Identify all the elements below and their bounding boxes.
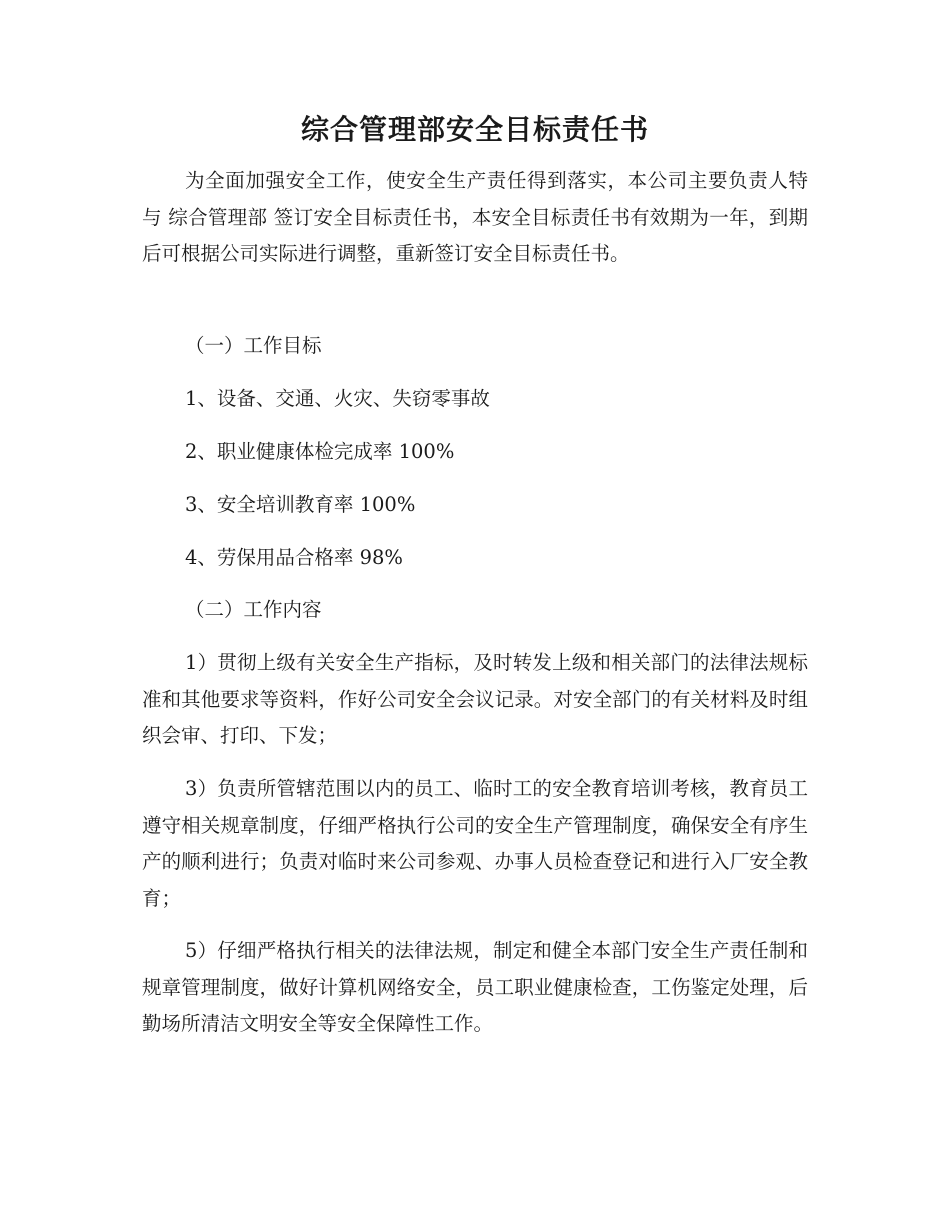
document-title: 综合管理部安全目标责任书 xyxy=(300,113,649,146)
section-heading-goals: （一）工作目标 xyxy=(185,334,322,357)
section-heading-contents: （二）工作内容 xyxy=(185,598,322,621)
goal-item: 1、设备、交通、火灾、失窃零事故 xyxy=(185,387,490,410)
content-paragraph: 1）贯彻上级有关安全生产指标，及时转发上级和相关部门的法律法规标准和其他要求等资料，作好公司安全会议记录。对安全部门的有关材料及时组织会审、打印、下发； xyxy=(142,651,808,747)
content-paragraph: 3）负责所管辖范围以内的员工、临时工的安全教育培训考核，教育员工遵守相关规章制度，仔细严格执行公司的安全生产管理制度，确保安全有序生产的顺利进行；负责对临时来公司参观、办事人员检查登记和进行入厂安全教育； xyxy=(142,777,808,910)
goal-item: 3、安全培训教育率 100% xyxy=(185,493,416,516)
goal-item: 4、劳保用品合格率 98% xyxy=(185,546,403,569)
content-paragraph: 5）仔细严格执行相关的法律法规，制定和健全本部门安全生产责任制和规章管理制度，做好计算机网络安全，员工职业健康检查，工伤鉴定处理，后勤场所清洁文明安全等安全保障性工作。 xyxy=(142,939,808,1035)
intro-paragraph: 为全面加强安全工作，使安全生产责任得到落实，本公司主要负责人特与 综合管理部 签订安全目标责任书，本安全目标责任书有效期为一年，到期后可根据公司实际进行调整，重新签订安全目标责任书。 xyxy=(142,169,808,265)
goal-item: 2、职业健康体检完成率 100% xyxy=(185,440,455,463)
